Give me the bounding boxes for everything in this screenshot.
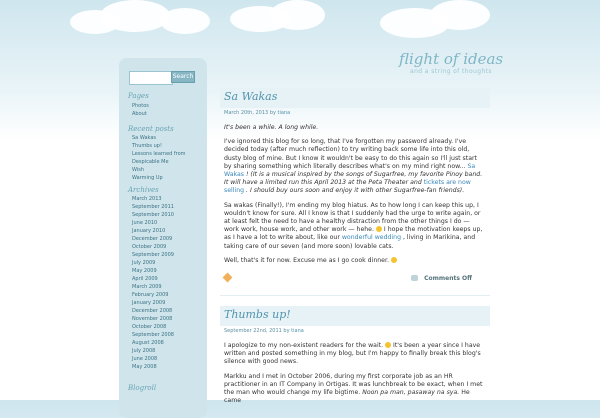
archive-link[interactable]: December 2008 bbox=[132, 308, 173, 314]
post-title-bar bbox=[220, 306, 490, 326]
post-date: March 20th, 2013 by bbox=[224, 110, 276, 116]
archive-link[interactable]: October 2008 bbox=[132, 324, 167, 330]
sidebar bbox=[119, 58, 207, 418]
post-text: It's been a year since I have written and posted something in my blog, but I'm happy to finally break this blog's silence with good news. bbox=[224, 342, 481, 366]
post-link[interactable]: tickets are now selling bbox=[224, 179, 471, 195]
post-footer bbox=[220, 273, 490, 285]
archive-link[interactable]: September 2009 bbox=[132, 252, 174, 258]
smiley-icon bbox=[376, 226, 382, 232]
archives-heading: Archives bbox=[128, 186, 159, 194]
post-title-bar bbox=[220, 88, 490, 108]
smiley-icon bbox=[391, 257, 397, 263]
post-author-link[interactable]: tiana bbox=[291, 328, 304, 335]
archive-link[interactable]: September 2008 bbox=[132, 332, 174, 338]
pages-list bbox=[132, 102, 204, 118]
site-title[interactable]: flight of ideas bbox=[399, 50, 504, 68]
search-button[interactable]: Search bbox=[171, 71, 195, 83]
cloud-decoration bbox=[430, 0, 490, 30]
recent-post-link[interactable]: Sa Wakas bbox=[132, 135, 156, 141]
post-intro: It's been a while. A long while. bbox=[224, 124, 319, 131]
post-date: September 22nd, 2011 by bbox=[224, 328, 290, 335]
post-author-link[interactable]: tiana bbox=[277, 110, 291, 116]
post-separator bbox=[220, 295, 490, 296]
search-input[interactable] bbox=[129, 71, 173, 85]
archive-link[interactable]: November 2008 bbox=[132, 316, 173, 322]
recent-post-link[interactable]: Wish bbox=[132, 167, 144, 173]
cloud-decoration bbox=[160, 8, 210, 34]
site-tagline: and a string of thoughts bbox=[410, 68, 492, 75]
sidebar-item-about[interactable]: About bbox=[132, 111, 147, 117]
post-text: Well, that's it for now. Excuse me as I go cook dinner. bbox=[224, 256, 389, 264]
post-meta bbox=[220, 326, 490, 336]
archive-link[interactable]: August 2008 bbox=[132, 340, 164, 346]
post-text: , living in Marikina, and taking care of our seven (and more soon) lovable cats. bbox=[224, 234, 476, 250]
sidebar-item-photos[interactable]: Photos bbox=[132, 103, 149, 109]
recent-post-link[interactable]: Warming Up bbox=[132, 175, 163, 181]
archive-link[interactable]: July 2008 bbox=[132, 348, 156, 354]
pages-heading: Pages bbox=[128, 92, 149, 100]
post-text: Sa wakas (Finally!), I'm ending my blog hiatus. As to how long I can keep this up, I wouldn't know for sure. All I know is that I suddenly had the urge to write again, or at least felt the need to have a healthy distraction from the other things I do — work work, house work, and other work — hehe. bbox=[224, 201, 481, 234]
archive-link[interactable]: June 2008 bbox=[132, 356, 158, 362]
post-paragraph bbox=[224, 138, 486, 195]
post-text: I hope the motivation keeps up, as I have a lot to write about, like our bbox=[224, 226, 483, 242]
archive-link[interactable]: February 2009 bbox=[132, 292, 169, 298]
cloud-decoration bbox=[100, 0, 170, 32]
smiley-icon bbox=[385, 342, 391, 348]
archive-link[interactable]: December 2009 bbox=[132, 236, 173, 242]
archive-link[interactable]: January 2009 bbox=[132, 300, 166, 306]
post-text: I've ignored this blog for so long, that I've forgotten my password already. I've decided today (after much reflection) to try writing back some life into this old, dusty blog of mine. But I know it wouldn't be easy to do this again so I'll just start by sharing something which literally describes what's on my mind right now... bbox=[224, 138, 477, 170]
archive-link[interactable]: April 2009 bbox=[132, 276, 158, 282]
cloud-decoration bbox=[270, 0, 325, 30]
recent-posts-list bbox=[132, 134, 204, 182]
archive-link[interactable]: June 2010 bbox=[132, 220, 158, 226]
recent-post-link[interactable]: Lessons learned from Despicable Me bbox=[132, 151, 186, 165]
comments-status: Comments Off bbox=[424, 275, 472, 283]
comment-icon bbox=[411, 275, 418, 281]
archive-link[interactable]: September 2010 bbox=[132, 212, 174, 218]
archives-list bbox=[132, 195, 204, 371]
archive-link[interactable]: October 2009 bbox=[132, 244, 167, 250]
archive-link[interactable]: January 2010 bbox=[132, 228, 166, 234]
post-text: . I should buy ours soon and enjoy it with other Sugarfree-fan friends). bbox=[246, 187, 465, 195]
post-paragraph bbox=[224, 257, 486, 265]
archive-link[interactable]: March 2013 bbox=[132, 196, 162, 202]
edit-icon[interactable] bbox=[223, 273, 233, 283]
post-meta bbox=[220, 108, 490, 118]
post-title[interactable]: Sa Wakas bbox=[224, 90, 278, 103]
post-text: ! (It is a musical inspired by the songs of Sugarfree, my favorite Pinoy band. It will have a limited run this April 2013 at the Peta Theater and bbox=[224, 171, 483, 187]
post-paragraph bbox=[224, 373, 486, 406]
recent-posts-heading: Recent posts bbox=[128, 125, 174, 133]
post-text: I apologize to my non-existent readers for the wait. bbox=[224, 342, 384, 350]
archive-link[interactable]: May 2008 bbox=[132, 364, 157, 370]
post-text: Markku and I met in October 2006, during my first corporate job as an HR practitioner in an IT Company in Ortigas. It was lunchbreak to be exact, when I met the man who would change my life bigtime. bbox=[224, 372, 483, 397]
post-paragraph bbox=[224, 202, 486, 251]
post-link[interactable]: Sa Wakas bbox=[224, 162, 476, 179]
archive-link[interactable]: September 2011 bbox=[132, 204, 174, 210]
post-title[interactable]: Thumbs up! bbox=[224, 308, 291, 322]
blogroll-heading: Blogroll bbox=[128, 384, 157, 392]
post-text: He came bbox=[224, 389, 470, 405]
archive-link[interactable]: May 2009 bbox=[132, 268, 157, 274]
archive-link[interactable]: July 2009 bbox=[132, 260, 156, 266]
post-paragraph bbox=[224, 124, 486, 132]
post-text: Noon pa man, pasaway na sya. bbox=[362, 389, 460, 397]
post-paragraph bbox=[224, 342, 486, 367]
recent-post-link[interactable]: Thumbs up! bbox=[132, 143, 162, 149]
post-link[interactable]: wonderful wedding bbox=[341, 234, 401, 242]
main-content bbox=[220, 88, 490, 405]
archive-link[interactable]: March 2009 bbox=[132, 284, 162, 290]
